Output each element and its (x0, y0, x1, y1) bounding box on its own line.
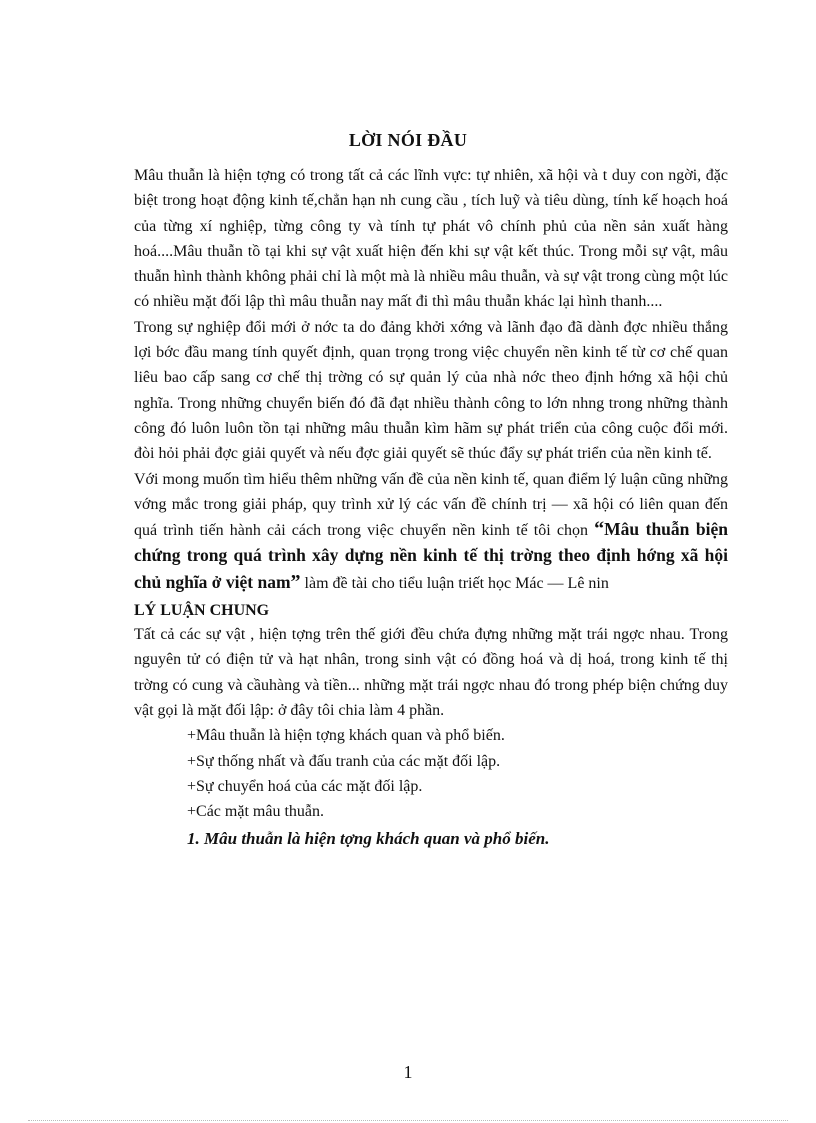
list-item: +Sự chuyển hoá của các mặt đối lập. (187, 777, 423, 795)
list-item: +Sự thống nhất và đấu tranh của các mặt đối lập. (187, 752, 501, 770)
intro-paragraph-1: Mâu thuẫn là hiện tợng có trong tất cả các lĩnh vực: tự nhiên, xã hội và t duy con ngời, đặc biệt trong hoạt động kinh tế,chẳn hạn nh cung cầu , tích luỹ và tiêu dùng, tính kế hoạch hoá của từng xí nghiệp, từng công ty và tính tự phát vô chính phủ của nền sản xuất hàng hoá....Mâu thuẫn tồ tại khi sự vật xuất hiện đến khi sự vật kết thúc. Trong mỗi sự vật, mâu thuẫn hình thành không phải chỉ là một mà là nhiều mâu thuẫn, và sự vật trong cùng một lúc có nhiều mặt đối lập thì mâu thuẫn nay mất đi thì mâu thuẫn khác lại hình thanh.... (134, 167, 728, 311)
document-body (134, 163, 728, 852)
list-item: +Mâu thuẫn là hiện tợng khách quan và phổ biến. (187, 727, 505, 745)
page-title: LỜI NÓI ĐẦU (348, 130, 468, 150)
open-quote-mark: “ (594, 518, 605, 541)
subsection-heading: 1. Mâu thuẫn là hiện tợng khách quan và phổ biến. (187, 829, 550, 849)
intro-paragraph-3 (134, 467, 728, 596)
paragraph-3-outro-text: làm đề tài cho tiểu luận triết học Mác — Lê nin (300, 574, 609, 592)
thesis-topic: Mâu thuẫn biện chứng trong quá trình xây dựng nền kinh tế thị trờng theo định hớng xã hội chủ nghĩa ở việt nam (134, 519, 729, 592)
intro-paragraph-2: Trong sự nghiệp đổi mới ở nớc ta do đảng khởi xớng và lãnh đạo đã dành đợc nhiều thắng lợi bớc đầu mang tính quyết định, quan trọng trong việc chuyển nền kinh tế từ cơ chế quan liêu bao cấp sang cơ chế thị trờng có sự quản lý của nhà nớc theo định hớng xã hội chủ nghĩa. Trong những chuyển biến đó đã đạt nhiều thành công to lớn nhng trong những thành công đó luôn luôn tồn tại những mâu thuẫn kìm hãm sự phát triển của công cuộc đổi mới. đòi hỏi phải đợc giải quyết và nếu đợc giải quyết sẽ thúc đẩy sự phát triển của nền kinh tế. (134, 318, 728, 463)
theory-paragraph: Tất cả các sự vật , hiện tợng trên thế giới đều chứa đựng những mặt trái ngợc nhau. Trong nguyên tử có điện tử và hạt nhân, trong sinh vật có đồng hoá và dị hoá, trong kinh tế thị trờng có cung và cầuhàng và tiền... những mặt trái ngợc nhau đó trong phép biện chứng duy vật gọi là mặt đối lập: ở đây tôi chia làm 4 phần. (134, 626, 728, 719)
page-number: 1 (403, 1062, 413, 1082)
page-bottom-divider (28, 1120, 788, 1121)
topic-list (134, 723, 728, 824)
paragraph-3-intro-text: Với mong muốn tìm hiểu thêm những vấn đề của nền kinh tế, quan điểm lý luận cũng những vớng mắc trong giải pháp, quy trình xử lý các vấn đề chính trị — xã hội có liên quan đến quá trình tiến hành cải cách trong việc chuyển nền kinh tế tôi chọn (134, 470, 728, 540)
list-item: +Các mặt mâu thuẫn. (187, 803, 324, 821)
section-heading: LÝ LUẬN CHUNG (134, 602, 270, 620)
close-quote-mark: ” (290, 570, 301, 593)
